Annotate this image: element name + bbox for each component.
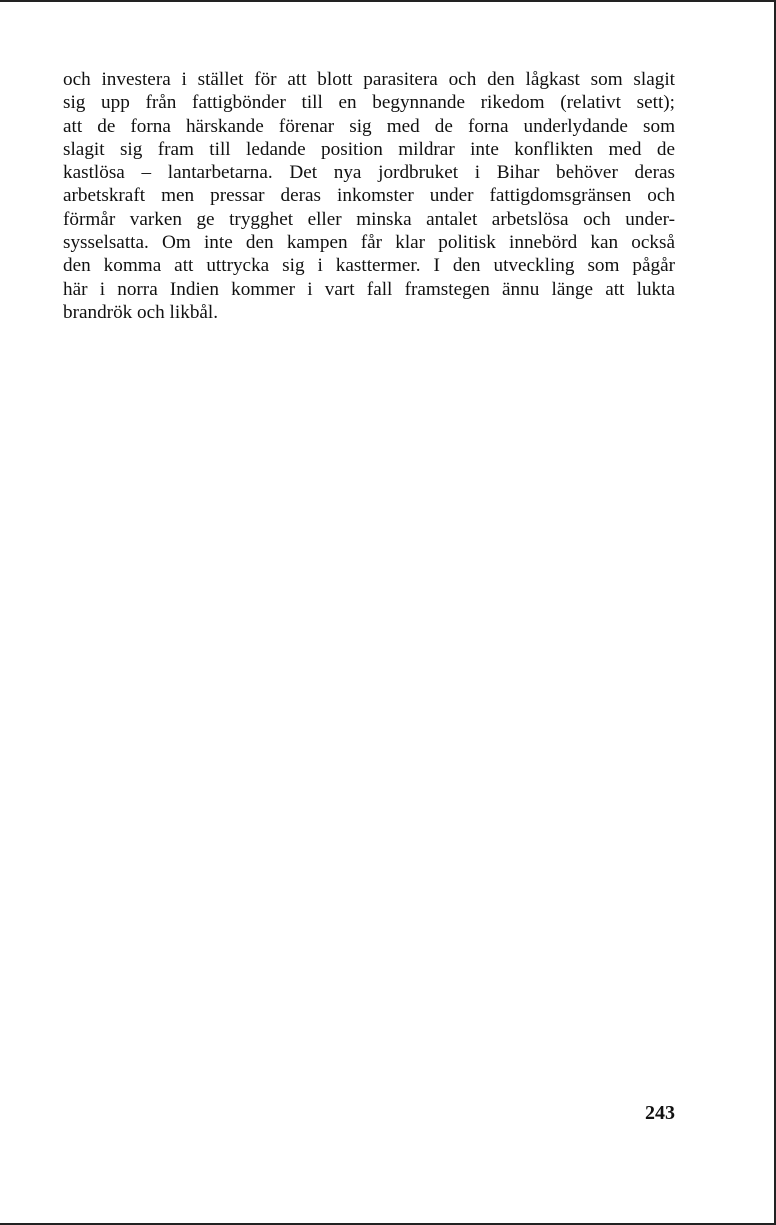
paragraph-line: förmår varken ge trygghet eller minska antalet arbetslösa och under- bbox=[63, 208, 675, 230]
scan-edge-top bbox=[0, 0, 776, 2]
paragraph-line: arbetskraft men pressar deras inkomster under fattigdomsgränsen och bbox=[63, 185, 675, 207]
paragraph-line: sig upp från fattigbönder till en begynnande rikedom (relativt sett); bbox=[63, 92, 675, 114]
page-number: 243 bbox=[645, 1102, 675, 1124]
paragraph-line: sysselsatta. Om inte den kampen får klar politisk innebörd kan också bbox=[63, 232, 675, 254]
paragraph-line: här i norra Indien kommer i vart fall framstegen ännu länge att lukta bbox=[63, 278, 675, 300]
paragraph-line: och investera i stället för att blott parasitera och den lågkast som slagit bbox=[63, 69, 675, 90]
body-paragraph bbox=[63, 68, 675, 324]
paragraph-line: den komma att uttrycka sig i kasttermer. I den utveckling som pågår bbox=[63, 255, 675, 277]
paragraph-line: kastlösa – lantarbetarna. Det nya jordbruket i Bihar behöver deras bbox=[63, 162, 675, 184]
paragraph-line: slagit sig fram till ledande position mildrar inte konflikten med de bbox=[63, 138, 675, 160]
paragraph-line-last: brandrök och likbål. bbox=[63, 301, 219, 323]
paragraph-line: att de forna härskande förenar sig med de forna underlydande som bbox=[63, 115, 675, 137]
